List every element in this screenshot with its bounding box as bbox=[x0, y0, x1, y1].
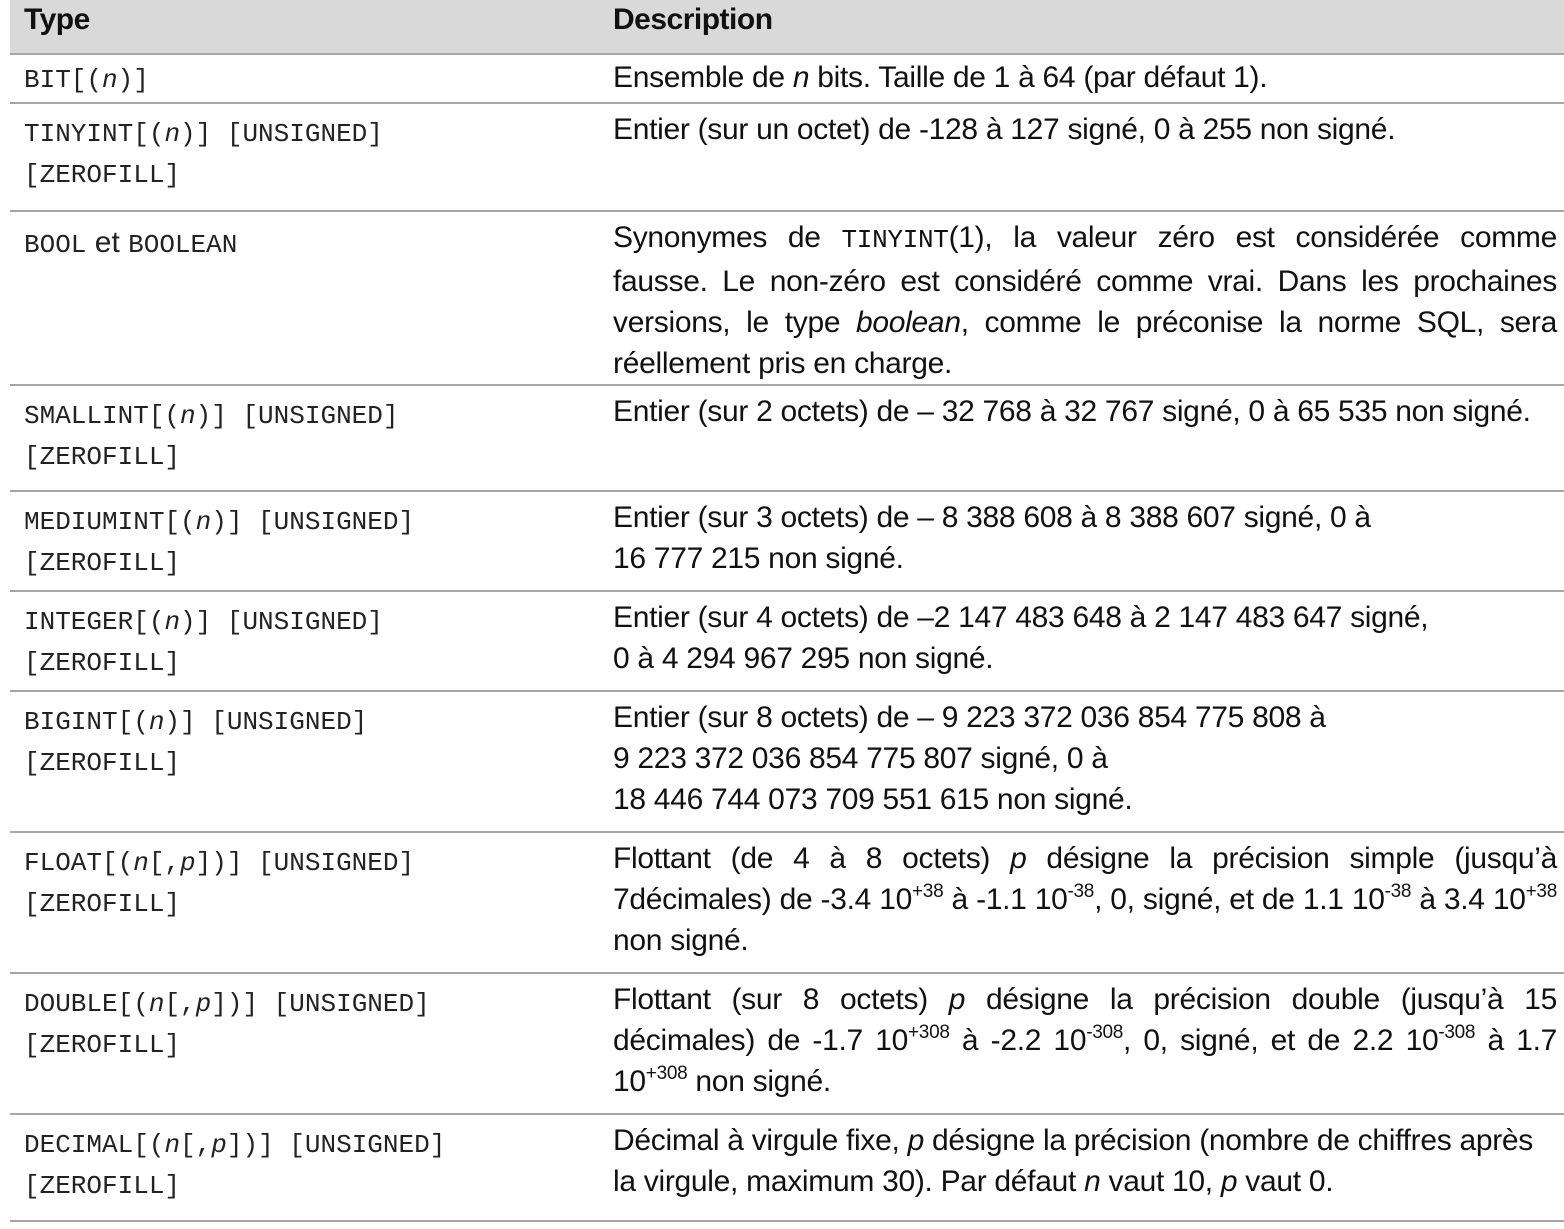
table-row bbox=[10, 55, 1564, 104]
description-cell: Flottant (de 4 à 8 octets) p désigne la précision simple (jusqu’à 7décimales) de -3.4 $10^{+38}$ à -1.1 $10^{-38}$, 0, signé, et de 1.1 $10^{-38}$ à 3.4 $10^{+38}$ non signé. bbox=[613, 842, 1557, 957]
description-cell: Entier (sur 8 octets) de – 9 223 372 036 854 775 808 à 9 223 372 036 854 775 807 signé, 0 à 18 446 744 073 709 551 615 non signé. bbox=[613, 701, 1326, 816]
table-row bbox=[10, 974, 1564, 1115]
type-cell: DECIMAL[(n[,p])] [UNSIGNED] [ZEROFILL] bbox=[24, 1130, 446, 1201]
description-cell: Ensemble de n bits. Taille de 1 à 64 (par défaut 1). bbox=[613, 61, 1268, 94]
table-row bbox=[10, 104, 1564, 212]
description-cell: Décimal à virgule fixe, p désigne la précision (nombre de chiffres après la virgule, maximum 30). Par défaut n vaut 10, p vaut 0. bbox=[613, 1124, 1533, 1198]
table-row bbox=[10, 592, 1564, 692]
type-cell: INTEGER[(n)] [UNSIGNED] [ZEROFILL] bbox=[24, 607, 383, 678]
description-cell: Entier (sur un octet) de -128 à 127 signé, 0 à 255 non signé. bbox=[613, 113, 1396, 146]
table-row bbox=[10, 692, 1564, 833]
description-cell: Flottant (sur 8 octets) p désigne la précision double (jusqu’à 15 décimales) de -1.7 $10^{+308}$ à -2.2 $10^{-308}$, 0, signé, et de 2.2 $10^{-308}$ à 1.7 $10^{+308}$ non signé. bbox=[613, 983, 1557, 1098]
table-row bbox=[10, 212, 1564, 386]
type-cell: TINYINT[(n)] [UNSIGNED] [ZEROFILL] bbox=[24, 119, 383, 190]
type-cell: BIT[(n)] bbox=[24, 65, 149, 95]
table-row bbox=[10, 833, 1564, 974]
type-cell: DOUBLE[(n[,p])] [UNSIGNED] [ZEROFILL] bbox=[24, 989, 430, 1060]
type-cell: BIGINT[(n)] [UNSIGNED] [ZEROFILL] bbox=[24, 707, 368, 778]
table-header bbox=[10, 0, 1564, 55]
description-cell: Entier (sur 3 octets) de – 8 388 608 à 8 388 607 signé, 0 à 16 777 215 non signé. bbox=[613, 501, 1371, 575]
header-type: Type bbox=[24, 3, 90, 36]
type-cell: BOOL et BOOLEAN bbox=[24, 226, 238, 260]
table-row bbox=[10, 1115, 1564, 1222]
description-cell: Entier (sur 4 octets) de –2 147 483 648 à 2 147 483 647 signé, 0 à 4 294 967 295 non signé. bbox=[613, 601, 1429, 675]
type-cell: SMALLINT[(n)] [UNSIGNED] [ZEROFILL] bbox=[24, 401, 399, 472]
description-cell: Entier (sur 2 octets) de – 32 768 à 32 767 signé, 0 à 65 535 non signé. bbox=[613, 395, 1531, 428]
type-cell: MEDIUMINT[(n)] [UNSIGNED] [ZEROFILL] bbox=[24, 507, 415, 578]
table-row bbox=[10, 492, 1564, 592]
type-cell: FLOAT[(n[,p])] [UNSIGNED] [ZEROFILL] bbox=[24, 848, 415, 919]
header-description: Description bbox=[613, 3, 773, 36]
description-cell: Synonymes de TINYINT(1), la valeur zéro est considérée comme fausse. Le non-zéro est considéré comme vrai. Dans les prochaines versions, le type boolean, comme le préconise la norme SQL, sera réellement pris en charge. bbox=[613, 221, 1557, 380]
table-row bbox=[10, 386, 1564, 492]
